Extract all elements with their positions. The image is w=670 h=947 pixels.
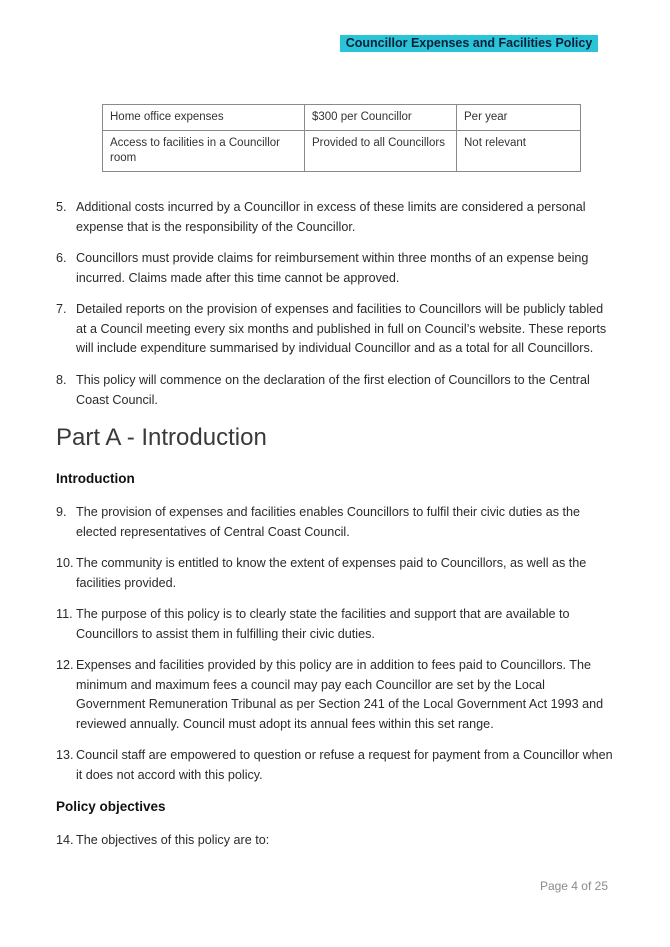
- document-header-title: Councillor Expenses and Facilities Policy: [340, 35, 598, 52]
- clause-8: [56, 371, 616, 410]
- clause-text: The purpose of this policy is to clearly state the facilities and support that are available to Councillors to assist them in fulfilling their civic duties.: [76, 607, 570, 641]
- clause-text: Council staff are empowered to question or refuse a request for payment from a Councillor when it does not accord with this policy.: [76, 748, 613, 782]
- table-cell: $300 per Councillor: [305, 105, 457, 131]
- clause-number: 12.: [56, 658, 74, 672]
- clause-5: [56, 198, 616, 237]
- clause-9: [56, 503, 616, 542]
- clause-text: Expenses and facilities provided by this policy are in addition to fees paid to Councillors. The minimum and maximum fees a council may pay each Councillor are set by the Local Government Remuneration Tribunal as per Section 241 of the Local Government Act 1993 and reviewed annually. Council must adopt its annual fees within this set range.: [76, 658, 604, 731]
- clause-number: 11.: [56, 607, 73, 621]
- part-heading: Part A - Introduction: [56, 424, 267, 451]
- clause-text: Additional costs incurred by a Councillor in excess of these limits are considered a personal expense that is the responsibility of the Councillor.: [76, 200, 586, 234]
- clause-text: The community is entitled to know the extent of expenses paid to Councillors, as well as the facilities provided.: [76, 556, 587, 590]
- table-cell: Provided to all Councillors: [305, 131, 457, 172]
- clause-13: [56, 746, 616, 785]
- table-cell: Per year: [457, 105, 581, 131]
- clause-number: 9.: [56, 505, 67, 519]
- clause-7: [56, 300, 616, 359]
- table-row: [103, 105, 581, 131]
- clause-6: [56, 249, 616, 288]
- clause-10: [56, 554, 616, 593]
- table-row: [103, 131, 581, 172]
- clause-12: [56, 656, 616, 734]
- section-heading-policy-objectives: Policy objectives: [56, 799, 166, 814]
- clause-text: This policy will commence on the declaration of the first election of Councillors to the Central Coast Council.: [76, 373, 590, 407]
- clause-number: 10.: [56, 556, 74, 570]
- clause-11: [56, 605, 616, 644]
- clause-number: 14.: [56, 833, 74, 847]
- section-heading-introduction: Introduction: [56, 471, 135, 486]
- clause-number: 5.: [56, 200, 67, 214]
- clause-number: 8.: [56, 373, 67, 387]
- page-number: Page 4 of 25: [539, 879, 608, 893]
- clause-number: 6.: [56, 251, 67, 265]
- clause-text: Detailed reports on the provision of expenses and facilities to Councillors will be publicly tabled at a Council meeting every six months and published in full on Council’s website. These reports will include expenditure summarised by individual Councillor and as a total for all Councillors.: [76, 302, 607, 355]
- table-cell: Home office expenses: [103, 105, 305, 131]
- clause-number: 13.: [56, 748, 74, 762]
- clause-text: The objectives of this policy are to:: [76, 833, 270, 847]
- clause-text: The provision of expenses and facilities enables Councillors to fulfil their civic duties as the elected representatives of Central Coast Council.: [76, 505, 581, 539]
- clause-14: [56, 831, 616, 851]
- expense-table: [102, 104, 581, 172]
- clause-text: Councillors must provide claims for reimbursement within three months of an expense being incurred. Claims made after this time cannot be approved.: [76, 251, 589, 285]
- clause-number: 7.: [56, 302, 67, 316]
- table-cell: Access to facilities in a Councillor room: [103, 131, 305, 172]
- table-cell: Not relevant: [457, 131, 581, 172]
